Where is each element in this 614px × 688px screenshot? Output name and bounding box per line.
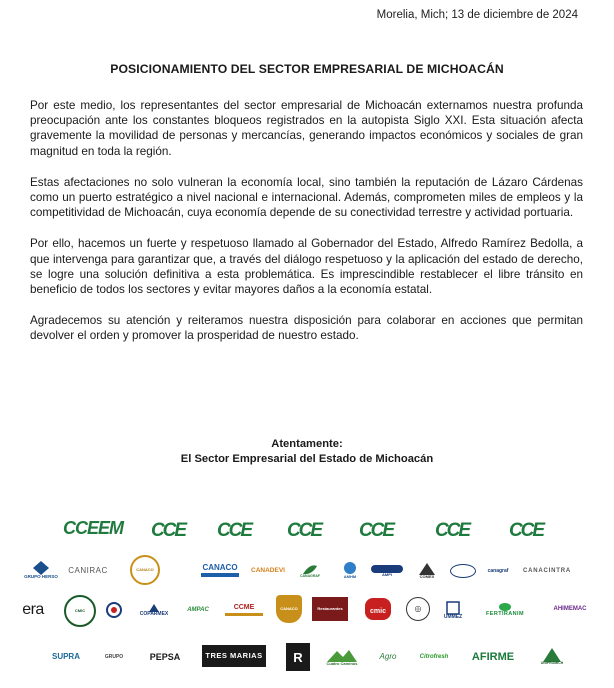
closing-salutation: Atentamente: — [271, 438, 343, 450]
logo-ummez: UMMEZ — [438, 595, 468, 625]
paragraph-4: Agradecemos su atención y reiteramos nuestra disposición para colaborar en acciones que permitan devolver el orden y promover la prosperidad de nuestro estado. — [30, 314, 583, 343]
logo-era: era — [22, 601, 44, 618]
logo-canacintra: CANACINTRA — [523, 568, 571, 574]
paragraph-1: Por este medio, los representantes del sector empresarial de Michoacán externamos nuestra profunda preocupación ante los constantes bloqueos registrados en la autopista Siglo XXI. Esta situación afecta gravemente la movilidad de personas y mercancías, generando impactos económicos y sociales de gran magnitud en toda la región. — [30, 99, 583, 158]
logo-coparmex: COPARMEX — [134, 599, 174, 621]
logo-cce-2: CCE — [216, 519, 252, 541]
swirl-icon — [106, 602, 122, 618]
document-date: Morelia, Mich; 13 de diciembre de 2024 — [376, 9, 578, 21]
logo-amhm: AMHM — [336, 557, 364, 583]
logo-cuatro-caminos: Cuatro Caminos — [324, 643, 360, 671]
emblem-icon — [446, 601, 460, 615]
logo-ampac: AMPAC — [187, 607, 209, 613]
logo-canagraf-green: CANAGRAF — [298, 559, 322, 583]
mountain-icon — [327, 648, 357, 662]
logo-canaco-shield: CANACO — [276, 595, 302, 623]
logo-fertiranim: FERTIRANIM — [478, 597, 532, 623]
logo-grupo-herso: GRUPO HERSO — [26, 555, 56, 585]
logo-tres-marias: TRES MARIAS — [202, 645, 266, 667]
logo-circle-blue — [100, 597, 128, 623]
logo-pepsa: PEPSA — [149, 651, 181, 662]
logo-ampi: AMPI — [370, 561, 404, 581]
logo-agro: Agro — [379, 652, 397, 661]
logo-canirac: CANIRAC — [68, 566, 108, 575]
logo-cce-1: CCE — [150, 519, 186, 541]
logo-citrofresh: Citrofresh — [419, 654, 449, 660]
logo-cce-3: CCE — [286, 519, 322, 541]
logo-canadevi: CANADEVI — [251, 566, 285, 574]
logo-cce-6: CCE — [508, 519, 544, 541]
logo-comex: COMEX — [412, 559, 442, 583]
closing-signatory: El Sector Empresarial del Estado de Michoacán — [180, 453, 434, 465]
logo-ccme: CCME — [224, 599, 264, 621]
document-body — [30, 98, 583, 360]
logo-oval — [448, 559, 478, 583]
logo-cce-4: CCE — [358, 519, 394, 541]
document-title: POSICIONAMIENTO DEL SECTOR EMPRESARIAL DE MICHOACÁN — [110, 62, 504, 76]
wing-icon — [543, 648, 561, 662]
logo-cmic-badge: CMIC — [64, 595, 96, 627]
logo-cce-5: CCE — [434, 519, 470, 541]
paragraph-3: Por ello, hacemos un fuerte y respetuoso llamado al Gobernador del Estado, Alfredo Ramírez Bedolla, a que intervenga para garantizar que, a través del diálogo respetuoso y la aplicación del estado de derecho, se logre una solución definitiva a esta problemática. Es imprescindible restablecer el libre tránsito en beneficio de todos los sectores y evitar mayores daños a la economía estatal. — [30, 237, 583, 297]
logo-cmic: cmic — [356, 597, 400, 621]
logo-restaurantes: Restaurantes — [312, 597, 348, 621]
logo-grupo: GRUPO — [104, 653, 124, 660]
logo-canagraf: canagraf — [487, 567, 509, 574]
logo-afirme: AFIRME — [471, 650, 515, 663]
drop-icon — [343, 561, 357, 575]
logo-unipromich: UNIPROMICH — [532, 643, 572, 671]
logo-cceem: CCEEM — [62, 517, 123, 538]
closing-signature — [0, 437, 614, 467]
diamond-icon — [33, 561, 49, 575]
logo-ahimemac: AHIMEMAC — [553, 606, 587, 612]
paragraph-2: Estas afectaciones no solo vulneran la economía local, sino también la reputación de Lázaro Cárdenas como un puerto estratégico a nivel nacional e internacional. Además, comprometen miles de empleos y la competitividad de Michoacán, cuya economía depende de su conectividad terrestre y actividad portuaria. — [30, 175, 583, 220]
logo-canaco-badge: CANACO — [130, 555, 160, 585]
logo-round-mono: ◎ — [406, 597, 430, 621]
logo-r: R — [286, 643, 310, 671]
logo-canaco: CANACO — [200, 561, 240, 579]
logo-supra: SUPRA — [51, 652, 80, 661]
